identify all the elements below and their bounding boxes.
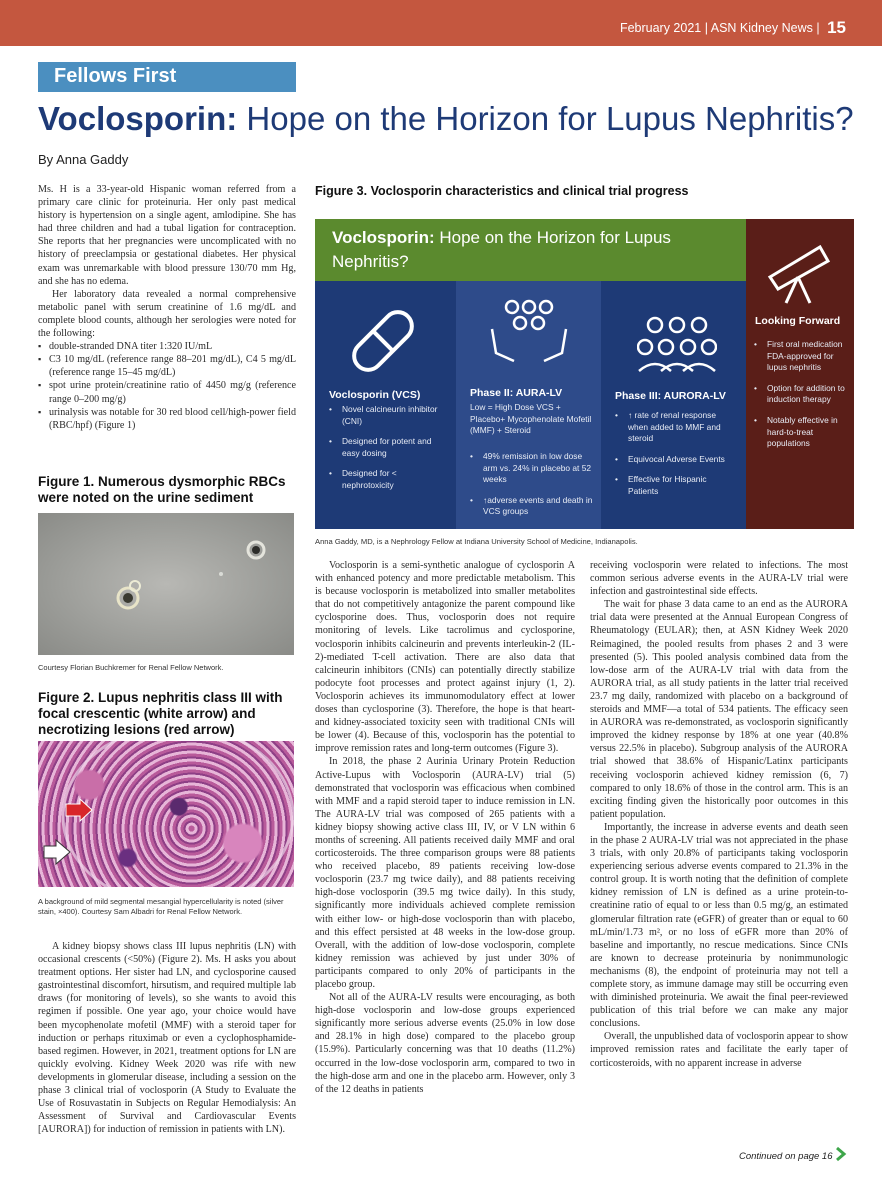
panel-item: • ↑ rate of renal response when added to MMF and steroid (615, 410, 738, 445)
continued-link[interactable]: Continued on page 16 (739, 1151, 833, 1162)
panel-list (615, 410, 738, 507)
red-arrow-icon (66, 799, 92, 821)
paragraph: Ms. H is a 33-year-old Hispanic woman referred from a primary care clinic for proteinuria. Her only past medical history is hypertension on a single agent, amlodipine. She has had three children and had a tubal ligation for contraception. She reports that her pregnancies were uncomplicated with no history of preeclampsia or gestational diabetes. Her physical exam was unremarkable with blood pressure 130/70 mm Hg, and she has no edema. (38, 184, 296, 287)
people-hands-icon (486, 293, 572, 365)
panel-item: • 49% remission in low dose arm vs. 24% in placebo at 52 weeks (470, 451, 593, 486)
infographic-title (332, 226, 746, 274)
infographic-title-rest: Hope on the Horizon for Lupus Nephritis? (332, 228, 671, 271)
list-item: ▪ double-stranded DNA titer 1:320 IU/mL (38, 340, 296, 353)
column-3 (590, 559, 848, 1070)
panel-list (754, 339, 850, 459)
paragraph: Voclosporin is a semi-synthetic analogue of cyclosporin A with enhanced potency and more predictable metabolism. This is because voclosporin is metabolized into smaller metabolites that do not competitively antagonize the parent compound like cyclosporine does. Thus, voclosporin does not require monitoring of levels. Like tacrolimus and cyclosporine, voclosporin inhibits calcineurin and prevents interleukin-2 (IL-2)-mediated T-cell activation. There are also data that calcineurin inhibitors (CNIs) can potentially directly stabilize podocyte foot processes and protect against injury (1, 2). Voclosporin achieves its immunomodulatory effect at lower doses than cyclosporine (3). Therefore, the hope is that heart- and kidney-associated toxicity seen with traditional CNIs will be lower (4). Because of this, voclosporin has the potential to improve remission rates and long-term outcomes (Figure 3). (315, 560, 575, 755)
figure2-credit: A background of mild segmental mesangial hypercellularity is noted (silver stain, ×400). Courtesy Sam Albadri for Renal Fellow Network. (38, 897, 284, 916)
column-2 (315, 559, 575, 1096)
rbc-micrograph (38, 513, 294, 655)
panel-title: Voclosporin (VCS) (329, 389, 421, 401)
paragraph: receiving voclosporin were related to infections. The most common serious adverse events in the AURA-LV trial were infection and gastrointestinal side effects. (590, 560, 848, 598)
list-item: ▪ spot urine protein/creatinine ratio of 4450 mg/g (reference range 0–200 mg/g) (38, 379, 296, 405)
article-title (38, 100, 854, 138)
paragraph: In 2018, the phase 2 Aurinia Urinary Protein Reduction Active-Lupus with Voclosporin (AURA-LV) trial (5) demonstrated that voclosporin was efficacious when combined with MMF and a rapid steroid taper to induce remission in LN. The AURA-LV trial was composed of 265 patients with a kidney biopsy showing active class III, IV, or V LN within 6 months of screening. All patients received daily MMF and oral corticosteroids. The three comparison groups were 88 patients who received placebo, 89 patients receiving low-dose voclosporin (23.7 mg twice daily), and 88 patients receiving high-dose voclosporin (39.5 mg twice daily). In this study, significantly more individuals achieved complete remission with either low- or high-dose voclosporin than with placebo, and this effect persisted at 48 weeks in the low-dose group. Overall, with the addition of low-dose voclosporin, complete kidney remission was achieved by just under 30% of participants compared to only 20% of participants in the placebo group. (315, 756, 575, 990)
panel-list (329, 404, 448, 501)
paragraph: Importantly, the increase in adverse events and death seen in the phase 2 AURA-LV trial was not appreciated in the phase 3 trials, with only 20.8% of participants taking voclosporin experiencing serious adverse events compared to 21.3% in the control group. It is worth noting that the definition of complete kidney remission of LN is defined as a urine protein-to-creatinine ratio of equal to or less than 0.5 mg/g, an estimated glomerular filtration rate (eGFR) of greater than or equal to 60 mL/min/1.73 m², or no loss of eGFR more than 20% of baseline and importantly, no rescue medications. Since CNIs are known to decrease proteinuria by nonimmunologic mechanisms (8), the endpoint of proteinuria may not tell a complete story, as immune damage may still be occurring even with diminished proteinuria. We await the final peer-reviewed publication of this trial before we can make any major conclusions. (590, 821, 848, 1030)
panel-title: Phase II: AURA-LV (470, 387, 563, 399)
column-1 (38, 183, 296, 432)
figure3-infographic (315, 219, 854, 529)
title-rest: Hope on the Horizon for Lupus Nephritis? (237, 100, 854, 137)
list-item: ▪ C3 10 mg/dL (reference range 88–201 mg/dL), C4 5 mg/dL (reference range 15–45 mg/dL) (38, 353, 296, 379)
paragraph: The wait for phase 3 data came to an end as the AURORA trial data were presented at the Annual European Congress of Rheumatology (EULAR); then, at ASN Kidney Week 2020 Reimagined, the pooled results from phases 2 and 3 were presented (5). This pooled analysis combined data from the low-dose arm of the AURA-LV trial with data from the AURORA trial, as all study patients in the latter trial received 23.7 mg daily, randomized with placebo on a background of steroids and MMF—a total of 534 patients. The efficacy seen in AURORA was re-demonstrated, as voclosporin significantly improved the kidney response by 18% at one year (40.8% versus 22.5% in placebo). Subgroup analysis of the AURORA trial showed that 38.6% of Hispanic/Latinx participants receiving voclosporin achieved kidney remission (6, 7) compared to only 18.6% of those in the control arm. This is an exciting finding given the historically poor outcomes in this patient population. (590, 599, 848, 820)
figure2-biopsy-image (38, 741, 294, 887)
panel-item: • Designed for < nephrotoxicity (329, 468, 448, 491)
panel-item: • Designed for potent and easy dosing (329, 436, 448, 459)
panel-subtitle: Low = High Dose VCS + Placebo+ Mycophenolate Mofetil (MMF) + Steroid (470, 402, 592, 436)
byline: By Anna Gaddy (38, 152, 129, 167)
panel-phase2 (456, 281, 601, 529)
figure2-caption: Figure 2. Lupus nephritis class III with focal crescentic (white arrow) and necrotizing lesions (red arrow) (38, 690, 283, 737)
panel-item: • Notably effective in hard-to-treat populations (754, 415, 850, 450)
issue-text: February 2021 | ASN Kidney News | (619, 21, 820, 35)
section-banner: Fellows First (38, 62, 296, 92)
page-number: 15 (827, 18, 846, 37)
panel-title: Looking Forward (755, 315, 841, 327)
panel-looking-forward (746, 219, 854, 529)
telescope-icon (762, 237, 840, 305)
lab-list (38, 340, 296, 432)
infographic-title-bold: Voclosporin: (332, 228, 435, 247)
panel-item: • ↑adverse events and death in VCS groups (470, 495, 593, 518)
paragraph: Overall, the unpublished data of voclosporin appear to show improved remission rates and facilitate the early taper of corticosteroids, with no apparent increase in adverse (590, 1031, 848, 1069)
panel-item: • Novel calcineurin inhibitor (CNI) (329, 404, 448, 427)
panel-phase3 (601, 281, 746, 529)
paragraph: Her laboratory data revealed a normal comprehensive metabolic panel with serum creatinine of 1.6 mg/dL and complete blood counts, although her serologies were noted for the following: (38, 288, 296, 340)
chevron-right-icon[interactable] (834, 1146, 848, 1162)
figure1-credit: Courtesy Florian Buchkremer for Renal Fellow Network. (38, 663, 224, 672)
panel-item: • Equivocal Adverse Events (615, 454, 738, 466)
panel-item: • Option for addition to induction therapy (754, 383, 850, 406)
panel-list (470, 451, 593, 527)
list-item: ▪ urinalysis was notable for 30 red blood cell/high-power field (RBC/hpf) (Figure 1) (38, 406, 296, 432)
title-bold: Voclosporin: (38, 100, 238, 137)
author-credit: Anna Gaddy, MD, is a Nephrology Fellow at Indiana University School of Medicine, Indianapolis. (315, 537, 638, 546)
capsule-icon (343, 301, 423, 381)
white-arrow-icon (44, 840, 70, 864)
column-1-continued (38, 940, 296, 1136)
panel-item: • Effective for Hispanic Patients (615, 474, 738, 497)
panel-title: Phase III: AURORA-LV (615, 390, 726, 402)
panel-voclosporin (315, 281, 456, 529)
biopsy-overlay (38, 741, 294, 887)
figure3-caption: Figure 3. Voclosporin characteristics and clinical trial progress (315, 184, 689, 198)
paragraph: Not all of the AURA-LV results were encouraging, as both high-dose voclosporin and low-dose groups experienced significantly more serious adverse events (25.0% in low dose and 28.1% in high dose) compared to the placebo group (15.9%). Particularly concerning was that 10 deaths (11.2%) occurred in the low-dose voclosporin arm, compared to two in the high-dose arm and one in the placebo arm. However, only 3 of the 12 deaths in patients (315, 992, 575, 1095)
page-header-bar (0, 0, 882, 46)
issue-line (620, 17, 846, 37)
panel-item: • First oral medication FDA-approved for lupus nephritis (754, 339, 850, 374)
infographic-header (315, 219, 746, 281)
crowd-icon (637, 313, 717, 377)
figure1-urine-sediment-image (38, 513, 294, 655)
figure1-caption: Figure 1. Numerous dysmorphic RBCs were noted on the urine sediment (38, 474, 286, 505)
paragraph: A kidney biopsy shows class III lupus nephritis (LN) with occasional crescents (<50%) (Figure 2). Ms. H asks you about treatment options. Her sister had LN, and cyclosporine caused gastrointestinal discomfort, hirsutism, and required multiple lab draws (for monitoring of levels), so she wants to avoid this regimen if possible. One year ago, your choice would have been mycophenolate mofetil (MMF) with a steroid taper for induction or perhaps rituximab or even a cyclophosphamide-based regimen. However, in 2021, treatment options for LN are quickly evolving. Kidney Week 2020 was rife with new developments in glomerular disease, including a session on the phase 3 clinical trial of voclosporin (A Study to Evaluate the Use of Rosuvastatin in Subjects on Regular Hemodialysis: An Assessment of Survival and Cardiovascular Events [AURORA]) for induction of remission in patients with LN). (38, 941, 296, 1136)
